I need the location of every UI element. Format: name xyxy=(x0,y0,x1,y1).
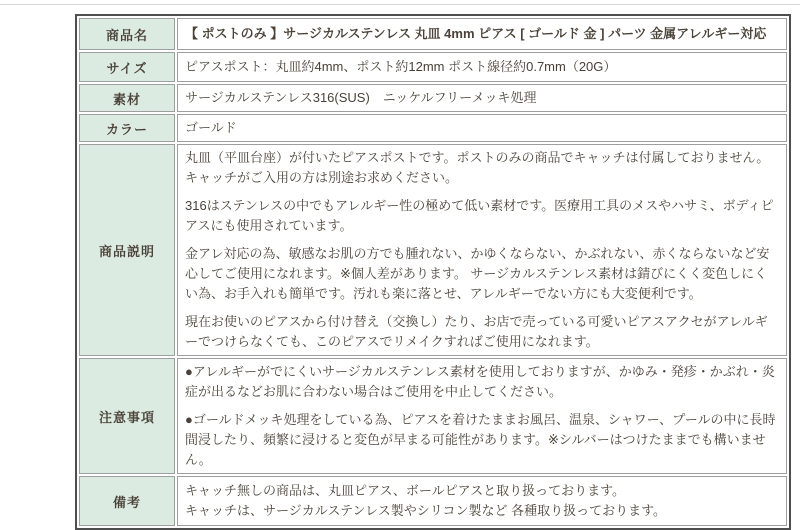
spec-paragraph: ピアスポスト：丸皿約4mm、ポスト約12mm ポスト線径約0.7mm（20G） xyxy=(185,59,617,74)
spec-row xyxy=(79,18,787,50)
spec-row-header: 商品名 xyxy=(79,18,175,50)
spec-paragraph: ●アレルギーがでにくいサージカルステンレス素材を使用しておりますが、かゆみ・発疹・かぶれ・炎症が出るなどお肌に合わない場合はご使用を中止してください。 xyxy=(185,364,775,399)
spec-row xyxy=(79,84,787,112)
spec-row-header: 注意事項 xyxy=(79,358,175,474)
spec-row-header: 素材 xyxy=(79,84,175,112)
spec-row-header: サイズ xyxy=(79,52,175,82)
spec-paragraph: 金アレ対応の為、敏感なお肌の方でも腫れない、かゆくならない、かぶれない、赤くならないなど安心してご使用になれます。※個人差があります。 サージカルステンレス素材は錆びにくく変色しにくい為、お手入れも簡単です。汚れも楽に落とせ、アレルギーでない方にも大変便利です。 xyxy=(185,246,770,301)
spec-paragraph: サージカルステンレス316(SUS) ニッケルフリーメッキ処理 xyxy=(185,90,537,105)
top-divider xyxy=(0,4,800,5)
spec-paragraph: 現在お使いのピアスから付け替え（交換し）たり、お店で売っている可愛いピアスアクセがアレルギーでつけらなくても、このピアスでリメイクすればご使用になれます。 xyxy=(185,314,768,349)
spec-paragraph: 【 ポストのみ 】サージカルステンレス 丸皿 4mm ピアス [ ゴールド 金 ] パーツ 金属アレルギー対応 xyxy=(185,26,767,41)
spec-table-body xyxy=(79,18,787,526)
spec-paragraph: ●ゴールドメッキ処理をしている為、ピアスを着けたままお風呂、温泉、シャワー、プールの中に長時間浸したり、頻繁に浸けると変色が早まる可能性があります。※シルバーはつけたままでも構いません。 xyxy=(185,412,776,467)
spec-paragraph: 丸皿（平皿台座）が付いたピアスポストです。ポストのみの商品でキャッチは付属しておりません。キャッチがご入用の方は別途お求めください。 xyxy=(185,150,770,185)
spec-row-content xyxy=(177,358,787,474)
spec-row-header: カラー xyxy=(79,114,175,142)
spec-row-content xyxy=(177,476,787,526)
spec-row-content xyxy=(177,114,787,142)
spec-row xyxy=(79,114,787,142)
spec-paragraph: 316はステンレスの中でもアレルギー性の極めて低い素材です。医療用工具のメスやハサミ、ボディピアスにも使用されています。 xyxy=(185,198,774,233)
spec-row-content xyxy=(177,18,787,50)
spec-row-header: 備考 xyxy=(79,476,175,526)
spec-row xyxy=(79,358,787,474)
spec-paragraph: キャッチ無しの商品は、丸皿ピアス、ボールピアスと取り扱っております。 xyxy=(185,483,626,498)
spec-row-content xyxy=(177,84,787,112)
spec-paragraph: キャッチは、サージカルステンレス製やシリコン製など 各種取り扱っております。 xyxy=(185,503,667,518)
spec-row xyxy=(79,476,787,526)
spec-row-header: 商品説明 xyxy=(79,144,175,356)
spec-row xyxy=(79,52,787,82)
spec-paragraph: ゴールド xyxy=(185,120,237,135)
spec-row xyxy=(79,144,787,356)
product-spec-table xyxy=(75,14,791,530)
spec-row-content xyxy=(177,52,787,82)
spec-row-content xyxy=(177,144,787,356)
